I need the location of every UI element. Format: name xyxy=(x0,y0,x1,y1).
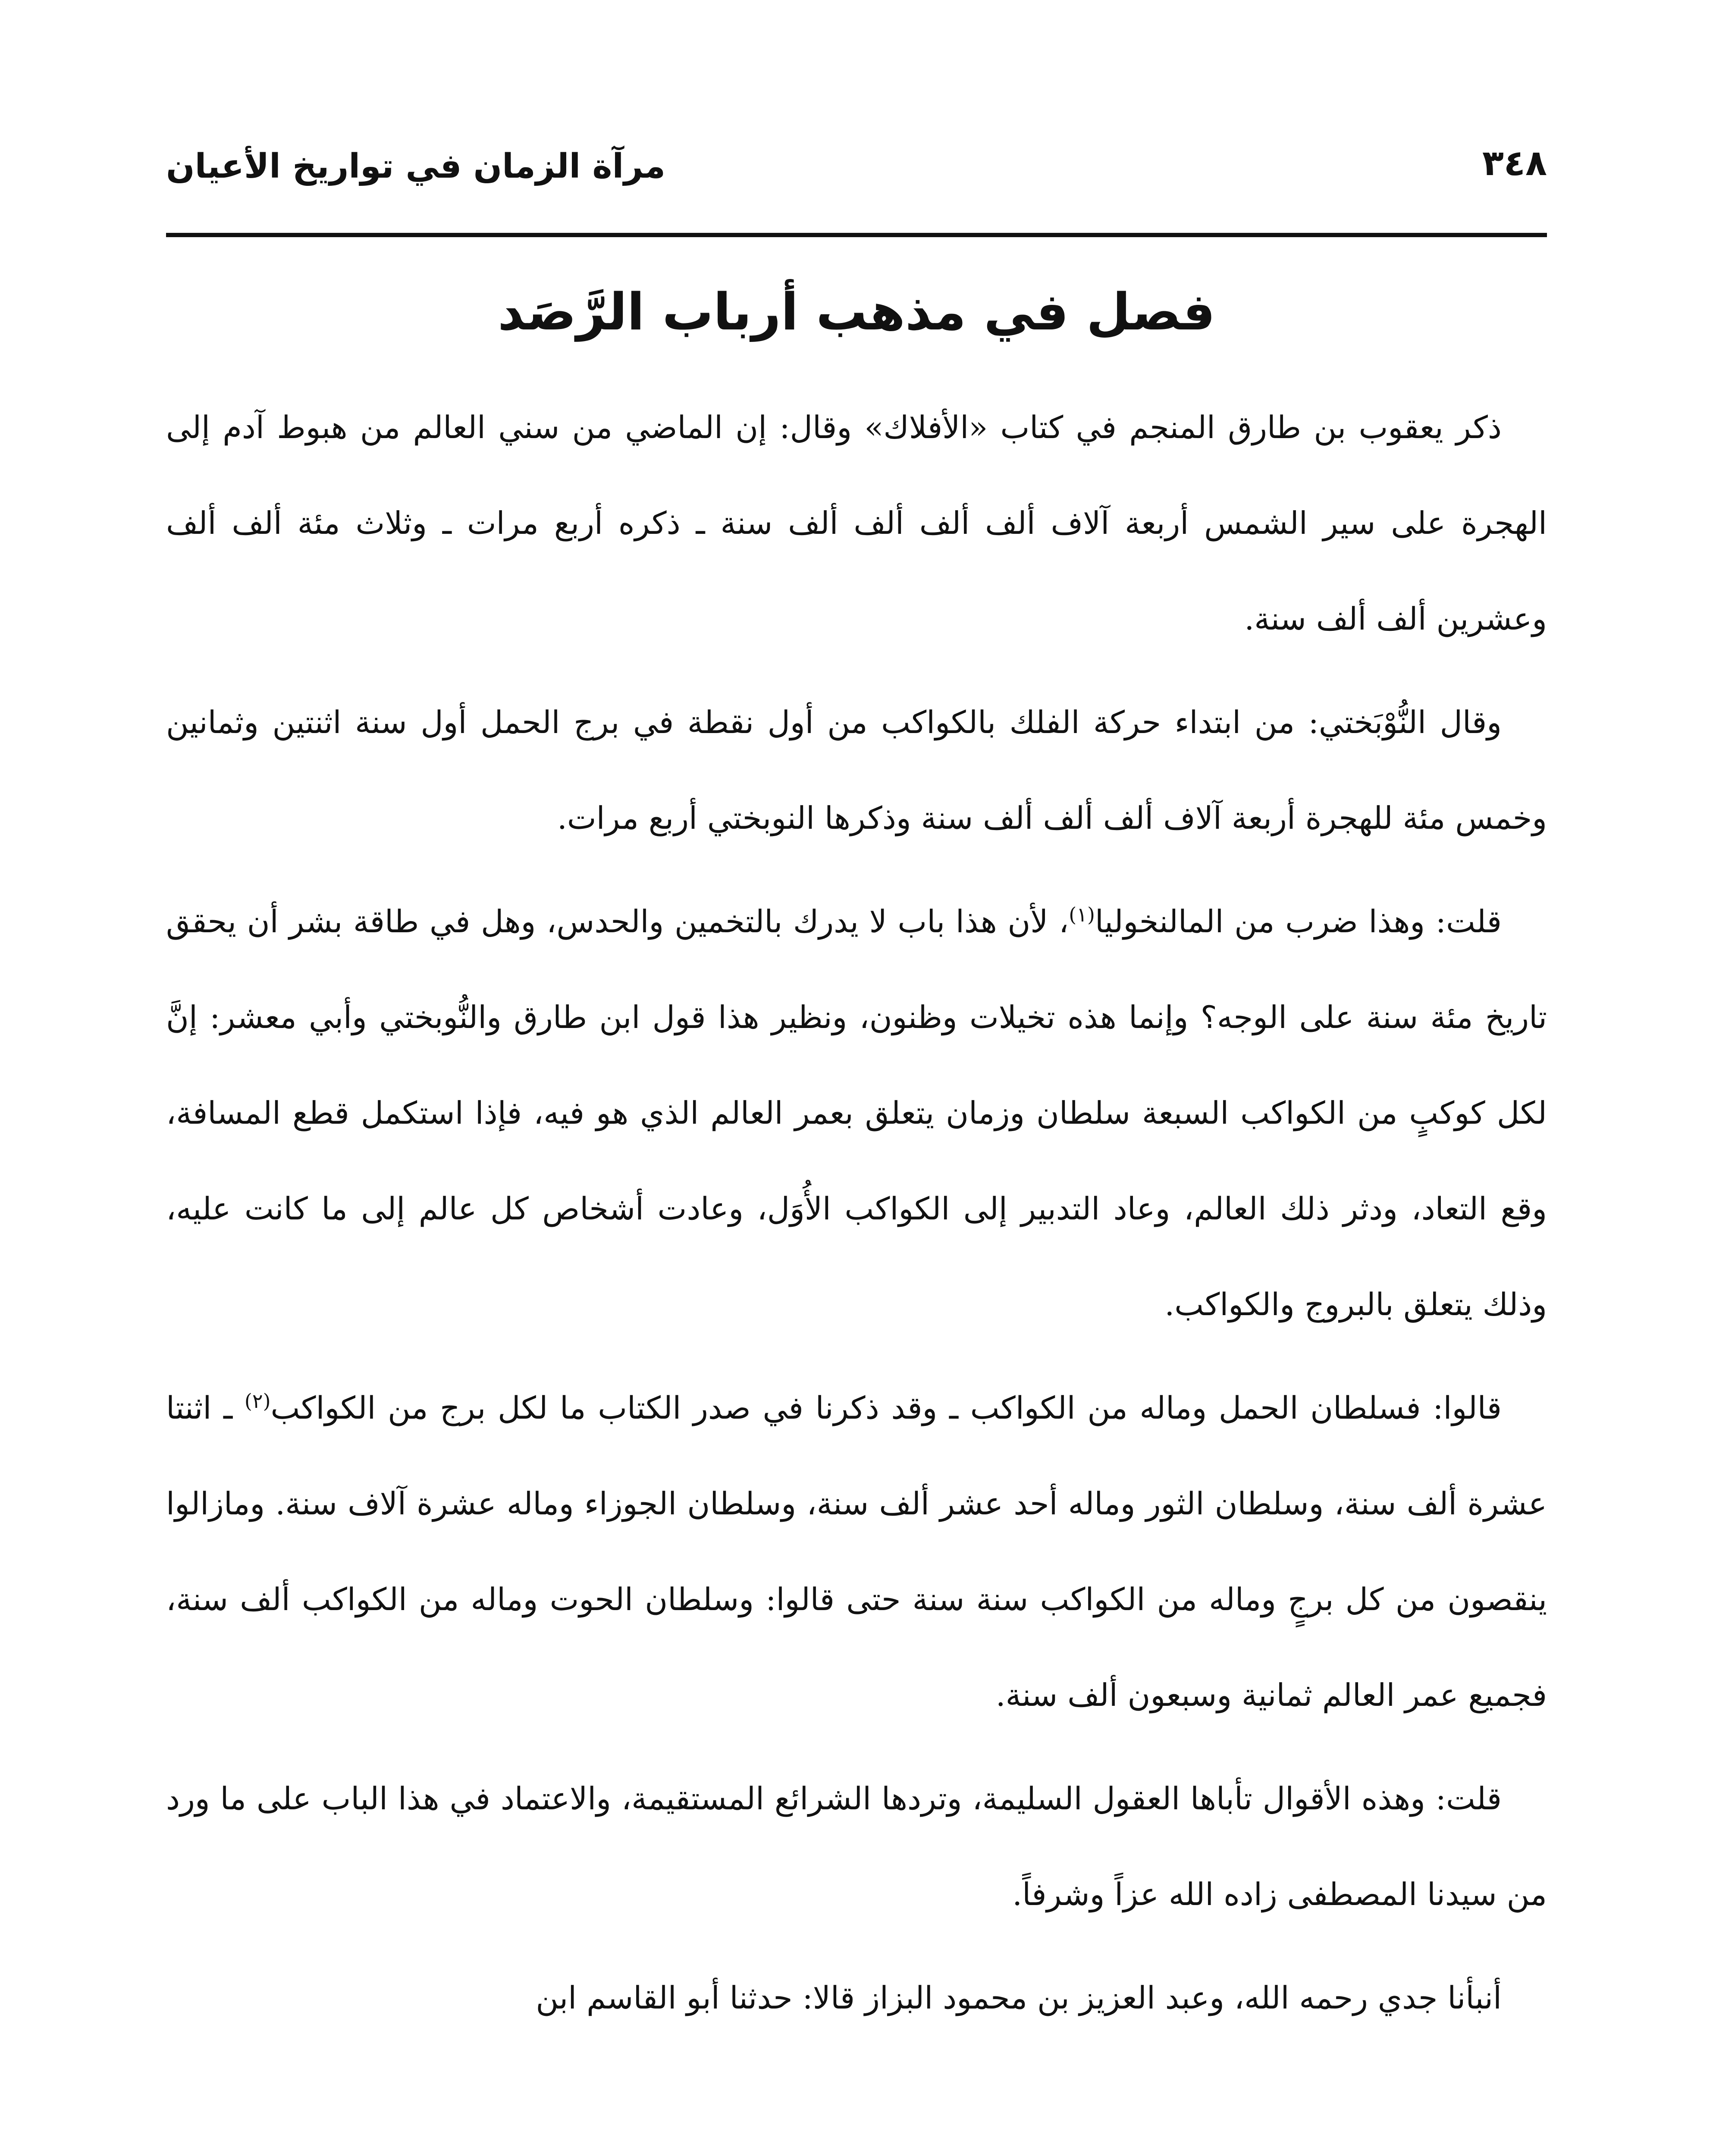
paragraph: أنبأنا جدي رحمه الله، وعبد العزيز بن محمود البزاز قالا: حدثنا أبو القاسم ابن xyxy=(536,1980,1502,2016)
paragraph: ذكر يعقوب بن طارق المنجم في كتاب «الأفلاك» وقال: إن الماضي من سني العالم من هبوط آدم إلى الهجرة على سير الشمس أربعة آلاف ألف ألف ألف ألف سنة ـ ذكره أربع مرات ـ وثلاث مئة ألف ألف وعشرين ألف ألف سنة. xyxy=(166,409,1547,637)
chapter-title: فصل في مذهب أرباب الرَّصَد xyxy=(498,282,1215,342)
paragraph xyxy=(166,874,1547,1352)
footnote-reference: (٢) xyxy=(244,1389,271,1413)
paragraph-text: ، لأن هذا باب لا يدرك بالتخمين والحدس، وهل في طاقة بشر أن يحقق تاريخ مئة سنة على الوجه؟ وإنما هذه تخيلات وظنون، ونظير هذا قول ابن طارق والنُّوبختي وأبي معشر: إنَّ لكل كوكبٍ من الكواكب السبعة سلطان وزمان يتعلق بعمر العالم الذي هو فيه، فإذا استكمل قطع المسافة، وقع التعاد، ودثر ذلك العالم، وعاد التدبير إلى الكواكب الأُوَل، وعادت أشخاص كل عالم إلى ما كانت عليه، وذلك يتعلق بالبروج والكواكب. xyxy=(166,903,1547,1322)
paragraph-text: قالوا: فسلطان الحمل وماله من الكواكب ـ وقد ذكرنا في صدر الكتاب ما لكل برج من الكواكب xyxy=(270,1390,1502,1426)
running-header xyxy=(166,129,1547,211)
footnote-reference: (١) xyxy=(1069,903,1095,926)
paragraph-text: قلت: وهذا ضرب من المالنخوليا xyxy=(1095,903,1502,940)
paragraph xyxy=(166,1360,1547,1743)
header-rule xyxy=(166,233,1547,237)
book-title: مرآة الزمان في تواريخ الأعيان xyxy=(166,147,666,186)
paragraph: وقال النُّوْبَختي: من ابتداء حركة الفلك بالكواكب من أول نقطة في برج الحمل أول سنة اثنتين وثمانين وخمس مئة للهجرة أربعة آلاف ألف ألف ألف سنة وذكرها النوبختي أربع مرات. xyxy=(166,704,1547,836)
body-text xyxy=(166,379,1547,2053)
page-number: ٣٤٨ xyxy=(1482,143,1547,184)
paragraph: قلت: وهذه الأقوال تأباها العقول السليمة، وتردها الشرائع المستقيمة، والاعتماد في هذا الباب على ما ورد من سيدنا المصطفى زاده الله عزاً وشرفاً. xyxy=(166,1780,1547,1912)
paragraph-text: ـ اثنتا عشرة ألف سنة، وسلطان الثور وماله أحد عشر ألف سنة، وسلطان الجوزاء وماله عشرة آلاف سنة. ومازالوا ينقصون من كل برجٍ وماله من الكواكب سنة سنة حتى قالوا: وسلطان الحوت وماله من الكواكب ألف سنة، فجميع عمر العالم ثمانية وسبعون ألف سنة. xyxy=(166,1390,1547,1713)
